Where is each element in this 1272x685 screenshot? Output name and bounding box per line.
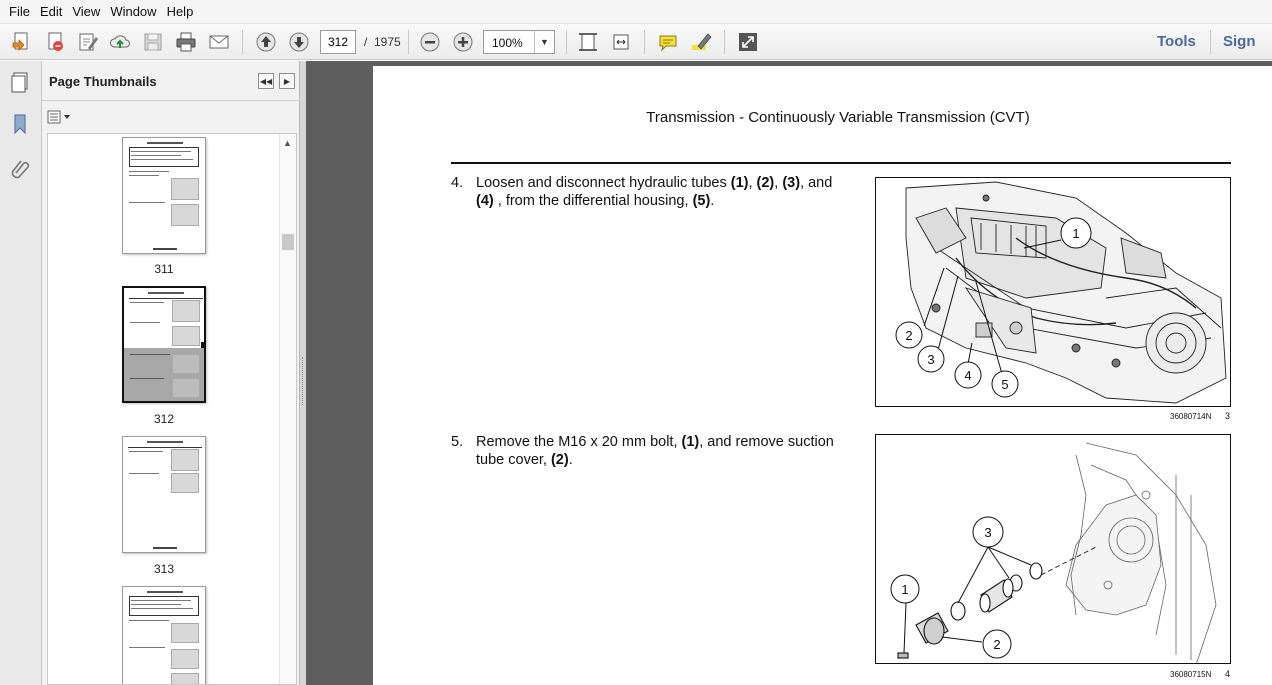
toolbar-separator xyxy=(566,30,567,54)
bookmark-icon[interactable] xyxy=(7,111,33,137)
previous-page-icon[interactable] xyxy=(252,28,280,56)
suction-cover-illustration xyxy=(876,435,1231,664)
header-rule xyxy=(451,162,1231,164)
panel-header xyxy=(42,61,300,101)
comment-icon[interactable] xyxy=(654,28,682,56)
full-screen-icon[interactable] xyxy=(734,28,762,56)
menu-help[interactable]: Help xyxy=(166,3,194,19)
zoom-value: 100% xyxy=(492,36,523,50)
scrollbar-thumb[interactable] xyxy=(282,234,294,250)
toolbar-separator xyxy=(242,30,243,54)
chevron-down-icon[interactable]: ▼ xyxy=(534,31,554,53)
panel-title: Page Thumbnails xyxy=(49,74,157,89)
figure-number: 3 xyxy=(1225,411,1231,421)
thumbnail-label: 313 xyxy=(153,562,175,576)
callout-1: 1 xyxy=(901,582,909,597)
page-thumbnail[interactable] xyxy=(122,586,206,685)
menu-window[interactable]: Window xyxy=(110,3,157,19)
attachment-icon[interactable] xyxy=(7,155,33,181)
convert-pdf-icon[interactable] xyxy=(41,28,69,56)
highlight-icon[interactable] xyxy=(687,28,715,56)
thumbnail-label: 311 xyxy=(154,262,174,276)
step-text: Loosen and disconnect hydraulic tubes (1), (2), (3), and (4) , from the differential housing, (5). xyxy=(476,175,833,209)
zoom-select[interactable] xyxy=(483,30,555,54)
callout-3: 3 xyxy=(984,525,992,540)
zoom-in-icon[interactable] xyxy=(449,28,477,56)
step-number: 5. xyxy=(451,434,464,450)
zoom-out-icon[interactable] xyxy=(416,28,444,56)
toolbar-separator xyxy=(408,30,409,54)
next-page-icon[interactable] xyxy=(285,28,313,56)
thumbnail-options-button[interactable] xyxy=(47,108,75,126)
page-total: 1975 xyxy=(374,35,401,49)
toolbar-separator xyxy=(1210,30,1211,54)
transmission-illustration xyxy=(876,178,1231,407)
callout-2: 2 xyxy=(993,637,1001,652)
figure-hydraulic-tubes xyxy=(875,177,1231,407)
page-number-input[interactable] xyxy=(320,30,356,54)
toolbar-separator xyxy=(724,30,725,54)
figure-code: 36080714N xyxy=(1170,412,1212,421)
callout-1: 1 xyxy=(1072,226,1080,241)
navigation-rail xyxy=(0,61,42,685)
menu-file[interactable]: File xyxy=(9,3,30,19)
figure-code: 36080715N xyxy=(1170,670,1212,679)
page-separator: / xyxy=(364,35,368,49)
thumbnails-list xyxy=(47,133,297,685)
thumbnails-scrollbar[interactable] xyxy=(279,134,296,685)
callout-2: 2 xyxy=(905,328,913,343)
document-viewport xyxy=(306,61,1272,685)
create-pdf-icon[interactable] xyxy=(8,28,36,56)
scroll-up-icon[interactable]: ▲ xyxy=(283,138,292,148)
menu-edit[interactable]: Edit xyxy=(39,3,63,19)
close-panel-icon[interactable]: ▶ xyxy=(279,73,295,89)
tools-button[interactable]: Tools xyxy=(1157,33,1196,50)
callout-5: 5 xyxy=(1001,377,1009,392)
save-icon[interactable] xyxy=(139,28,167,56)
figure-suction-tube-cover xyxy=(875,434,1231,664)
figure-number: 4 xyxy=(1225,669,1231,679)
collapse-panel-icon[interactable]: ◀◀ xyxy=(258,73,274,89)
fit-page-icon[interactable] xyxy=(574,28,602,56)
sign-button[interactable]: Sign xyxy=(1223,33,1256,50)
menu-view[interactable]: View xyxy=(72,3,101,19)
page-thumbnails-icon[interactable] xyxy=(7,69,33,95)
email-icon[interactable] xyxy=(205,28,233,56)
pdf-page xyxy=(373,66,1272,685)
callout-3: 3 xyxy=(927,352,935,367)
page-header: Transmission - Continuously Variable Transmission (CVT) xyxy=(646,109,1030,126)
step-number: 4. xyxy=(451,175,464,191)
fit-width-icon[interactable] xyxy=(607,28,635,56)
toolbar xyxy=(0,24,1272,60)
menu-bar xyxy=(0,0,1272,24)
thumbnails-panel xyxy=(42,61,300,685)
toolbar-separator xyxy=(644,30,645,54)
page-thumbnail[interactable] xyxy=(122,137,206,254)
callout-4: 4 xyxy=(964,368,972,383)
cloud-upload-icon[interactable] xyxy=(106,28,134,56)
page-thumbnail-selected[interactable] xyxy=(122,286,206,403)
page-thumbnail[interactable] xyxy=(122,436,206,553)
thumbnail-label: 312 xyxy=(153,412,175,426)
edit-document-icon[interactable] xyxy=(74,28,102,56)
step-text: Remove the M16 x 20 mm bolt, (1), and remove suction tube cover, (2). xyxy=(476,434,834,468)
print-icon[interactable] xyxy=(172,28,200,56)
